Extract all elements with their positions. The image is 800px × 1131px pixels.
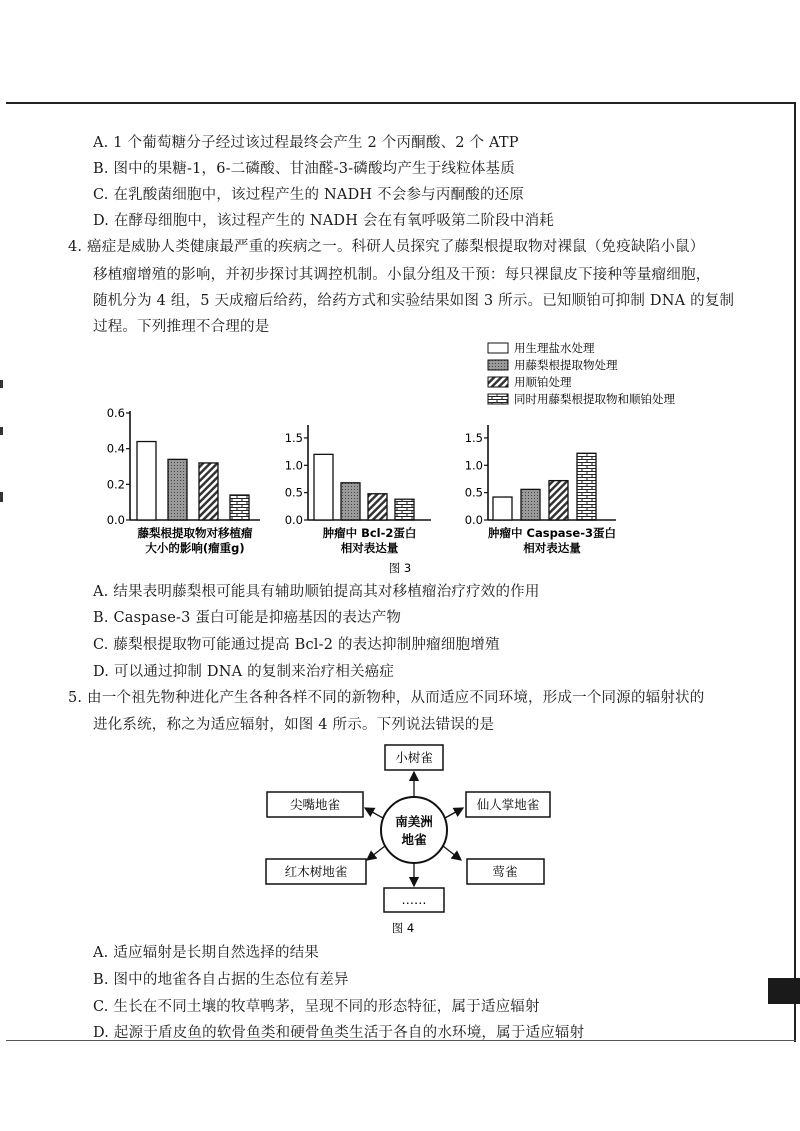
edge-tab-marker	[768, 978, 800, 1004]
q3-option-b: B. 图中的果糖-1，6-二磷酸、甘油醛-3-磷酸均产生于线粒体基质	[93, 161, 515, 177]
x-axis-label: 肿瘤中 Bcl-2蛋白	[322, 526, 417, 540]
y-tick-label: 0.0	[284, 513, 303, 527]
node-label: 莺雀	[492, 864, 518, 879]
x-axis-label: 相对表达量	[340, 541, 399, 555]
q3-option-d: D. 在酵母细胞中，该过程产生的 NADH 会在有氧呼吸第二阶段中消耗	[93, 213, 554, 229]
q5-option-d: D. 起源于盾皮鱼的软骨鱼类和硬骨鱼类生活于各自的水环境，属于适应辐射	[93, 1025, 585, 1041]
y-tick-label: 1.5	[464, 430, 483, 445]
node-label: 红木树地雀	[284, 864, 348, 879]
center-node	[381, 797, 447, 863]
q5-option-c: C. 生长在不同土壤的牧草鸭茅，呈现不同的形态特征，属于适应辐射	[93, 999, 540, 1015]
q4-option-b: B. Caspase-3 蛋白可能是抑癌基因的表达产物	[93, 610, 402, 626]
y-tick-label: 1.5	[284, 430, 303, 445]
y-tick-label: 0.5	[284, 485, 303, 500]
q5-option-a: A. 适应辐射是长期自然选择的结果	[93, 945, 320, 961]
x-axis-label: 相对表达量	[523, 541, 581, 555]
q4-option-d: D. 可以通过抑制 DNA 的复制来治疗相关癌症	[93, 664, 395, 680]
q3-option-c: C. 在乳酸菌细胞中，该过程产生的 NADH 不会参与丙酮酸的还原	[93, 187, 525, 203]
q3-option-a: A. 1 个葡萄糖分子经过该过程最终会产生 2 个丙酮酸、2 个 ATP	[93, 135, 519, 151]
q5-stem-line: 5. 由一个祖先物种进化产生各种各样不同的新物种，从而适应不同环境，形成一个同源的辐射状的	[68, 690, 705, 706]
x-axis-label: 肿瘤中 Caspase-3蛋白	[488, 526, 616, 540]
legend-label: 用藤梨根提取物处理	[514, 358, 618, 372]
q4-stem-line: 过程。下列推理不合理的是	[93, 319, 270, 335]
legend-label: 同时用藤梨根提取物和顺铂处理	[514, 392, 675, 406]
q5-stem-line: 进化系统，称之为适应辐射，如图 4 所示。下列说法错误的是	[93, 717, 495, 733]
y-tick-label: 0.4	[106, 441, 125, 456]
x-axis-label: 大小的影响(瘤重g)	[145, 541, 245, 555]
q4-option-c: C. 藤梨根提取物可能通过提高 Bcl-2 的表达抑制肿瘤细胞增殖	[93, 637, 500, 653]
y-tick-label: 1.0	[284, 458, 303, 473]
q5-option-b: B. 图中的地雀各自占据的生态位有差异	[93, 972, 349, 988]
q4-option-a: A. 结果表明藤梨根可能具有辅助顺铂提高其对移植瘤治疗疗效的作用	[93, 584, 540, 600]
legend-label: 用顺铂处理	[514, 375, 572, 389]
node-label: 小树雀	[395, 750, 433, 765]
node-label: 尖嘴地雀	[289, 797, 341, 812]
legend-label: 用生理盐水处理	[514, 341, 595, 355]
y-tick-label: 0.6	[106, 406, 125, 420]
y-tick-label: 0.2	[106, 477, 125, 492]
q4-stem-line: 4. 癌症是威胁人类健康最严重的疾病之一。科研人员探究了藤梨根提取物对裸鼠（免疫缺陷小鼠）	[68, 239, 705, 255]
y-tick-label: 0.0	[106, 513, 125, 527]
node-label: 仙人掌地雀	[476, 797, 540, 812]
q4-stem-line: 随机分为 4 组，5 天成瘤后给药，给药方式和实验结果如图 3 所示。已知顺铂可抑制 DNA 的复制	[93, 293, 735, 309]
y-tick-label: 1.0	[464, 458, 483, 473]
y-tick-label: 0.5	[464, 485, 483, 500]
node-label: ……	[401, 892, 427, 907]
x-axis-label: 藤梨根提取物对移植瘤	[137, 526, 253, 540]
center-node-label: 南美洲	[395, 814, 433, 829]
figure-4-caption: 图 4	[391, 921, 415, 935]
q4-stem-line: 移植瘤增殖的影响，并初步探讨其调控机制。小鼠分组及干预：每只裸鼠皮下接种等量瘤细胞，	[93, 267, 711, 283]
figure-3-caption: 图 3	[388, 561, 412, 575]
center-node-label: 地雀	[401, 832, 427, 847]
y-tick-label: 0.0	[464, 513, 483, 527]
